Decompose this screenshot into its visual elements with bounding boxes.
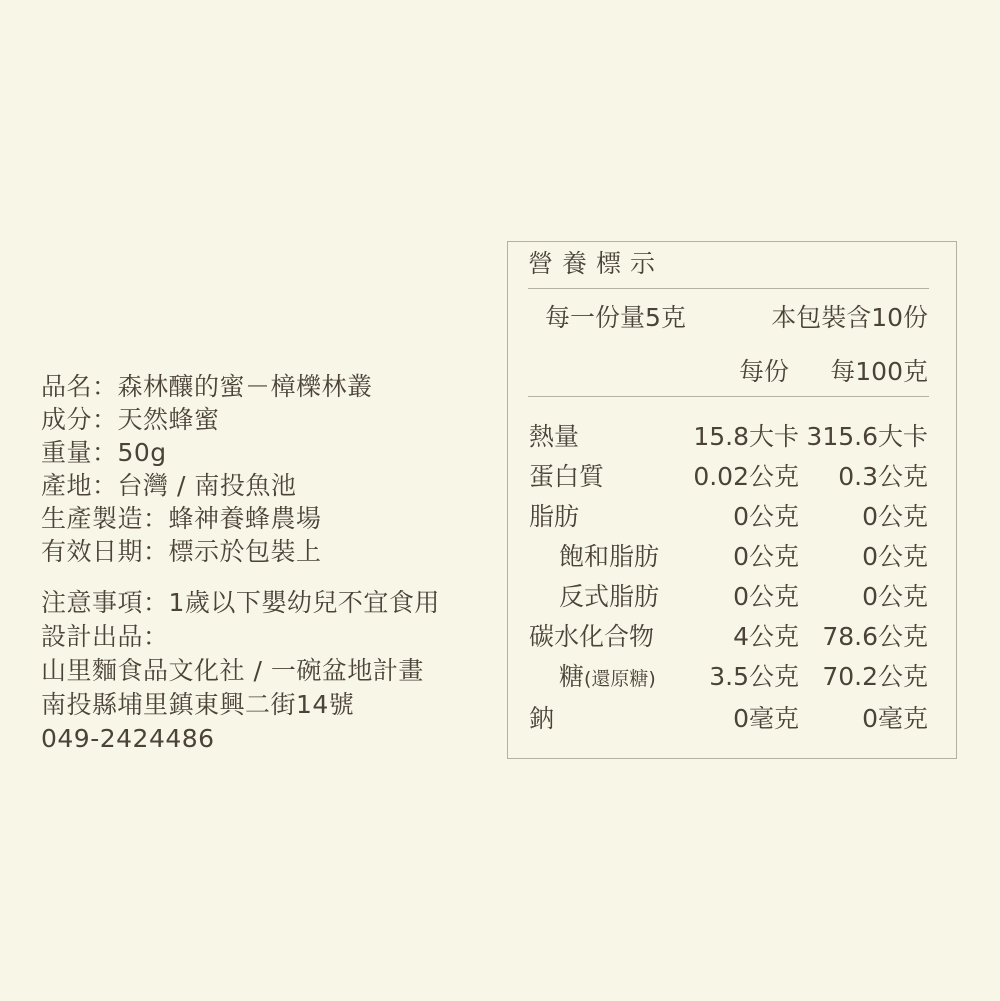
divider-header — [528, 396, 929, 397]
nutrition-facts-table — [507, 241, 957, 759]
column-header-per-100g: 每100克 — [830, 357, 928, 386]
servings-per-package: 本包裝含10份 — [771, 303, 928, 332]
nutrient-name — [529, 657, 669, 699]
nutrition-row — [508, 497, 956, 537]
nutrient-name-text: 碳水化合物 — [529, 622, 655, 651]
per-serving-value: 15.8大卡 — [693, 422, 799, 451]
nutrition-row — [508, 577, 956, 617]
per-serving-value: 0毫克 — [733, 704, 799, 733]
nutrition-row — [508, 537, 956, 577]
nutrient-name-text: 熱量 — [529, 422, 580, 451]
notice-info-line: 山里麵食品文化社 / 一碗盆地計畫 — [41, 656, 424, 685]
product-info-line: 品名：森林釀的蜜－樟櫟林叢 — [41, 372, 373, 401]
nutrient-name — [529, 699, 669, 739]
product-info-line: 有效日期：標示於包裝上 — [41, 537, 322, 566]
product-info-line: 生產製造：蜂神養蜂農場 — [41, 504, 322, 533]
per-serving-value: 3.5公克 — [709, 662, 799, 691]
per-100g-value: 70.2公克 — [822, 662, 928, 691]
per-100g-value: 0公克 — [862, 502, 928, 531]
product-info-line: 重量：50g — [41, 438, 167, 467]
product-info-block — [41, 370, 373, 568]
product-info-line: 產地：台灣 / 南投魚池 — [41, 471, 297, 500]
per-100g-value: 0公克 — [862, 542, 928, 571]
notice-info-block — [41, 586, 440, 756]
notice-info-line: 設計出品： — [41, 622, 169, 651]
per-serving-value: 0.02公克 — [693, 462, 799, 491]
product-info-line: 成分：天然蜂蜜 — [41, 405, 220, 434]
nutrient-name — [529, 497, 669, 537]
notice-info-line: 南投縣埔里鎮東興二街14號 — [41, 690, 355, 719]
column-header-spacer — [529, 360, 669, 383]
notice-info-line: 049-2424486 — [41, 724, 215, 753]
nutrient-name — [529, 617, 669, 657]
nutrient-name — [529, 537, 669, 577]
nutrition-row — [508, 457, 956, 497]
nutrient-name — [529, 417, 669, 457]
nutrition-title: 營養標示 — [528, 249, 665, 278]
nutrient-name-text: 飽和脂肪 — [559, 542, 660, 571]
nutrient-name-text: 鈉 — [529, 704, 555, 733]
nutrient-name-note: (還原糖) — [584, 668, 656, 690]
nutrition-row — [508, 417, 956, 457]
per-serving-value: 0公克 — [733, 582, 799, 611]
serving-size: 每一份量5克 — [545, 303, 686, 332]
nutrient-name-text: 蛋白質 — [529, 462, 605, 491]
per-serving-value: 0公克 — [733, 542, 799, 571]
per-100g-value: 78.6公克 — [822, 622, 928, 651]
per-100g-value: 0毫克 — [862, 704, 928, 733]
nutrition-row — [508, 657, 956, 699]
serving-info-row — [508, 304, 956, 331]
nutrient-name — [529, 457, 669, 497]
notice-info-line: 注意事項：1歲以下嬰幼兒不宜食用 — [41, 588, 440, 617]
nutrient-name-text: 糖 — [559, 662, 585, 691]
per-100g-value: 0.3公克 — [838, 462, 928, 491]
per-100g-value: 0公克 — [862, 582, 928, 611]
nutrient-name — [529, 577, 669, 617]
column-header-per-serving: 每份 — [738, 357, 789, 386]
nutrition-rows — [508, 417, 956, 739]
column-header-row — [508, 357, 956, 386]
nutrition-row — [508, 617, 956, 657]
divider-top — [528, 288, 929, 289]
nutrient-name-text: 反式脂肪 — [559, 582, 660, 611]
per-100g-value: 315.6大卡 — [806, 422, 928, 451]
per-serving-value: 0公克 — [733, 502, 799, 531]
per-serving-value: 4公克 — [733, 622, 799, 651]
nutrient-name-text: 脂肪 — [529, 502, 580, 531]
nutrition-row — [508, 699, 956, 739]
